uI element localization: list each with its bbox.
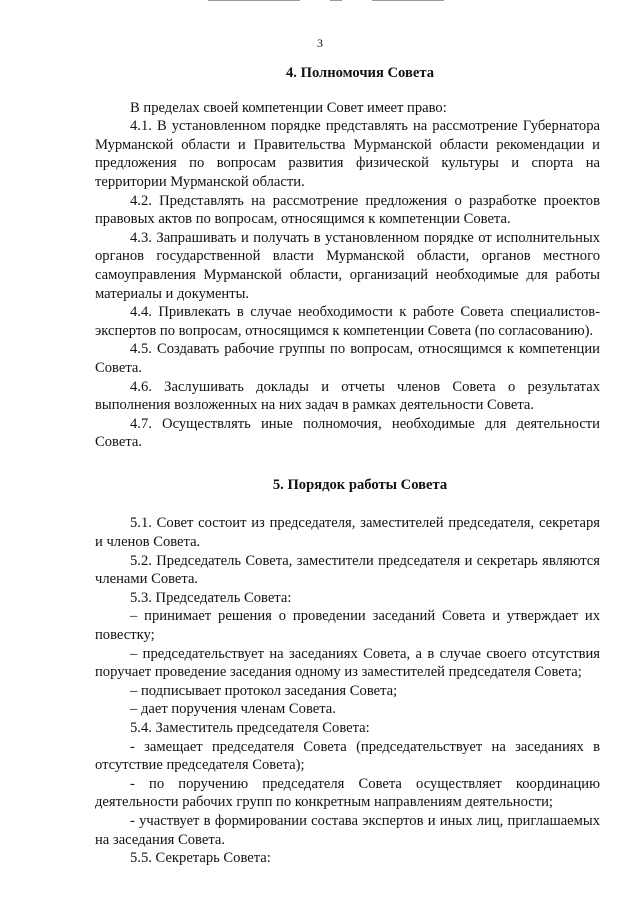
list-item-5-4-b: - по поручению председателя Совета осуществляет координацию деятельности рабочих групп по конкретным направлениям деятельности; — [95, 775, 600, 811]
document-body — [95, 64, 600, 868]
list-item-5-4-c: - участвует в формировании состава экспертов и иных лиц, приглашаемых на заседания Совета. — [95, 812, 600, 848]
scan-edge-line — [330, 0, 342, 1]
paragraph-5-1: 5.1. Совет состоит из председателя, заместителей председателя, секретаря и членов Совета. — [95, 515, 600, 551]
paragraph-4-2: 4.2. Представлять на рассмотрение предложения о разработке проектов правовых актов по вопросам, относящимся к компетенции Совета. — [95, 192, 600, 228]
paragraph-4-4: 4.4. Привлекать в случае необходимости к работе Совета специалистов-экспертов по вопросам, относящимся к компетенции Совета (по согласованию). — [95, 304, 600, 339]
scan-edge-line — [372, 0, 444, 1]
paragraph-4-6: 4.6. Заслушивать доклады и отчеты членов Совета о результатах выполнения возложенных на них задач в рамках деятельности Совета. — [95, 378, 600, 414]
scan-edge-line — [208, 0, 300, 1]
page-number: 3 — [317, 36, 323, 50]
paragraph-4-5: 4.5. Создавать рабочие группы по вопросам, относящимся к компетенции Совета. — [95, 341, 600, 376]
list-item-5-3-b: – председательствует на заседаниях Совета, а в случае своего отсутствия поручает проведение заседания одному из заместителей председателя Совета; — [95, 645, 600, 681]
section-4-heading: 4. Полномочия Совета — [286, 65, 434, 81]
paragraph-5-4: 5.4. Заместитель председателя Совета: — [130, 720, 370, 736]
paragraph-5-3: 5.3. Председатель Совета: — [130, 589, 292, 606]
list-item-5-3-d: – дает поручения членам Совета. — [130, 701, 336, 718]
paragraph-4-7: 4.7. Осуществлять иные полномочия, необходимые для деятельности Совета. — [95, 415, 600, 451]
section-5-heading: 5. Порядок работы Совета — [272, 476, 448, 493]
paragraph-5-5: 5.5. Секретарь Совета: — [130, 850, 271, 867]
list-item-5-4-a: - замещает председателя Совета (председательствует на заседаниях в отсутствие председателя Совета); — [95, 738, 600, 774]
paragraph-intro: В пределах своей компетенции Совет имеет право: — [130, 99, 447, 116]
list-item-5-3-a: – принимает решения о проведении заседаний Совета и утверждает их повестку; — [95, 608, 600, 644]
paragraph-5-2: 5.2. Председатель Совета, заместители председателя и секретарь являются членами Совета. — [95, 552, 600, 588]
list-item-5-3-c: – подписывает протокол заседания Совета; — [130, 682, 398, 699]
paragraph-4-1: 4.1. В установленном порядке представлять на рассмотрение Губернатора Мурманской области и Правительства Мурманской области рекомендации и предложения по вопросам развития физической культуры и спорта на территории Мурманской области. — [95, 118, 600, 190]
paragraph-4-3: 4.3. Запрашивать и получать в установленном порядке от исполнительных органов государственной власти Мурманской области, органов местного самоуправления Мурманской области, организаций необходимые для работы материалы и документы. — [95, 229, 600, 302]
